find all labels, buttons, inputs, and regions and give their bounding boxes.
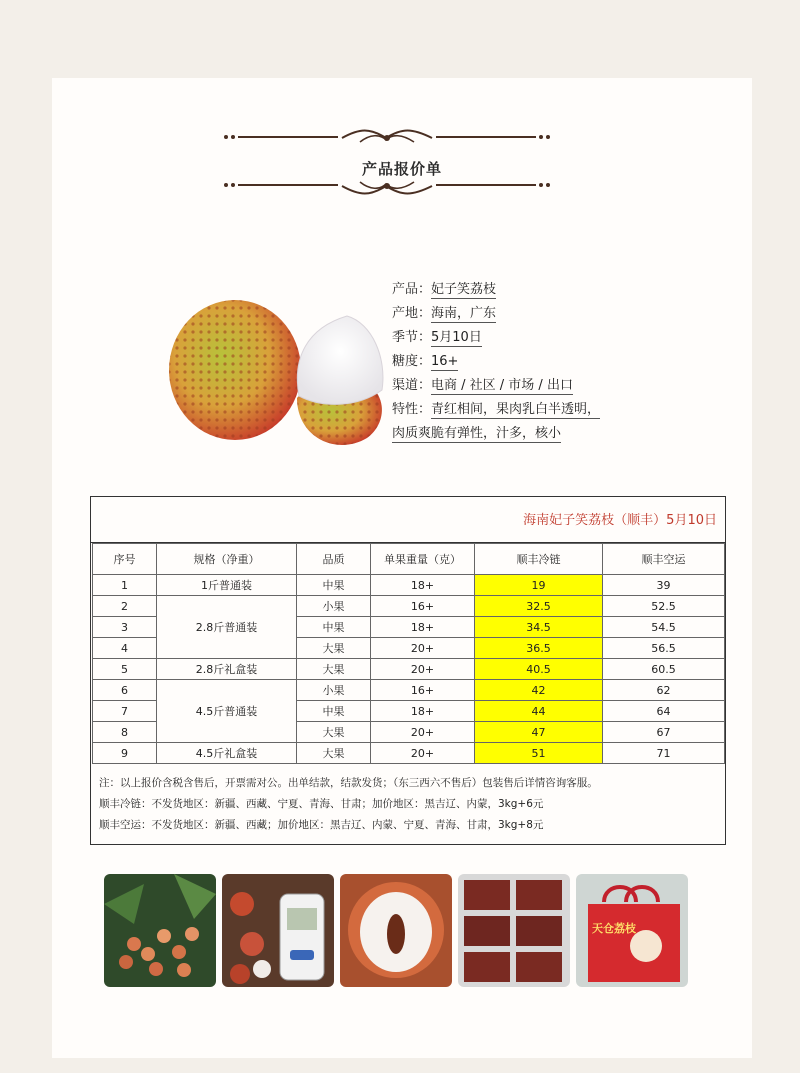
table-row (93, 743, 725, 764)
column-header: 序号 (93, 544, 157, 575)
info-value: 妃子笑荔枝 (431, 282, 497, 297)
info-key: 渠道： (392, 378, 432, 393)
info-value: 16+ (431, 354, 459, 369)
table-row (93, 596, 725, 617)
flourish-ornament (340, 128, 434, 148)
ornament-dot (231, 183, 235, 187)
top-rule-left (238, 136, 338, 138)
row-number: 4 (93, 638, 157, 659)
row-number: 8 (93, 722, 157, 743)
air-price: 56.5 (603, 638, 725, 659)
quality-cell: 大果 (297, 743, 371, 764)
cold-chain-price: 40.5 (475, 659, 603, 680)
column-header: 单果重量（克） (371, 544, 475, 575)
info-value: 青红相间，果肉乳白半透明， (431, 402, 601, 417)
quote-table-frame (90, 496, 726, 845)
row-number: 9 (93, 743, 157, 764)
air-price: 39 (603, 575, 725, 596)
cold-chain-price: 34.5 (475, 617, 603, 638)
air-price: 64 (603, 701, 725, 722)
ornament-dot (546, 135, 550, 139)
ornament-dot (224, 183, 228, 187)
table-notes (99, 773, 719, 836)
product-info-row (392, 304, 752, 328)
product-info (392, 280, 752, 448)
spec-cell: 4.5斤礼盒装 (157, 743, 297, 764)
quality-cell: 中果 (297, 617, 371, 638)
weight-cell: 18+ (371, 701, 475, 722)
quality-cell: 大果 (297, 659, 371, 680)
gift-bag-photo (576, 874, 688, 987)
info-key: 产品： (392, 282, 432, 297)
air-price: 71 (603, 743, 725, 764)
top-rule-right (436, 136, 536, 138)
cold-chain-price: 51 (475, 743, 603, 764)
quality-cell: 中果 (297, 575, 371, 596)
page-title: 产品报价单 (361, 160, 442, 178)
info-key: 糖度： (392, 354, 432, 369)
weight-cell: 16+ (371, 680, 475, 701)
ornament-dot (231, 135, 235, 139)
table-title: 海南妃子笑荔枝（顺丰）5月10日 (523, 513, 717, 528)
quality-cell: 大果 (297, 722, 371, 743)
column-header: 规格（净重） (157, 544, 297, 575)
note-line: 顺丰冷链：不发货地区：新疆、西藏、宁夏、青海、甘肃；加价地区：黑吉辽、内蒙，3kg+6元 (99, 798, 544, 810)
peeled-lychee-photo (340, 874, 452, 987)
table-row (93, 575, 725, 596)
weight-cell: 20+ (371, 722, 475, 743)
weight-cell: 18+ (371, 575, 475, 596)
quality-cell: 大果 (297, 638, 371, 659)
cold-chain-price: 44 (475, 701, 603, 722)
weight-cell: 20+ (371, 638, 475, 659)
table-title-bar (91, 497, 725, 543)
cold-chain-price: 47 (475, 722, 603, 743)
product-info-row (392, 424, 752, 448)
header (52, 128, 752, 208)
quality-cell: 小果 (297, 596, 371, 617)
lychee-product-image (157, 288, 387, 458)
ornament-dot (539, 135, 543, 139)
spec-cell: 1斤普通装 (157, 575, 297, 596)
flourish-ornament (340, 176, 434, 196)
product-info-row (392, 328, 752, 352)
lychee-boxes-photo (458, 874, 570, 987)
info-value: 电商 / 社区 / 市场 / 出口 (431, 378, 573, 393)
row-number: 5 (93, 659, 157, 680)
note-line: 注：以上报价含税含售后，开票需对公。出单结款，结款发货；（东三西六不售后）包装售后详情咨询客服。 (99, 777, 598, 789)
column-header: 品质 (297, 544, 371, 575)
cold-chain-price: 42 (475, 680, 603, 701)
row-number: 7 (93, 701, 157, 722)
product-info-row (392, 280, 752, 304)
table-row (93, 680, 725, 701)
product-info-row (392, 352, 752, 376)
quality-cell: 中果 (297, 701, 371, 722)
info-value: 5月10日 (431, 330, 482, 345)
gift-bag-label: 天仓荔枝 (592, 922, 636, 935)
column-header: 顺丰空运 (603, 544, 725, 575)
bottom-rule-right (436, 184, 536, 186)
ornament-dot (546, 183, 550, 187)
quote-table (92, 543, 725, 764)
spec-cell: 4.5斤普通装 (157, 680, 297, 743)
row-number: 1 (93, 575, 157, 596)
air-price: 52.5 (603, 596, 725, 617)
weight-cell: 20+ (371, 743, 475, 764)
price-sheet-page (52, 78, 752, 1058)
row-number: 3 (93, 617, 157, 638)
info-value: 肉质爽脆有弹性，汁多，核小 (392, 426, 562, 441)
row-number: 6 (93, 680, 157, 701)
bottom-rule-left (238, 184, 338, 186)
ornament-dot (539, 183, 543, 187)
photo-strip (104, 874, 744, 989)
product-info-row (392, 400, 752, 424)
note-line: 顺丰空运：不发货地区：新疆、西藏；加价地区：黑吉辽、内蒙、宁夏、青海、甘肃，3kg+8元 (99, 819, 544, 831)
info-key: 产地： (392, 306, 432, 321)
quality-cell: 小果 (297, 680, 371, 701)
weight-cell: 16+ (371, 596, 475, 617)
info-key: 季节： (392, 330, 432, 345)
air-price: 62 (603, 680, 725, 701)
cold-chain-price: 32.5 (475, 596, 603, 617)
table-row (93, 659, 725, 680)
table-header-row (93, 544, 725, 575)
spec-cell: 2.8斤普通装 (157, 596, 297, 659)
cold-chain-price: 19 (475, 575, 603, 596)
row-number: 2 (93, 596, 157, 617)
cold-chain-price: 36.5 (475, 638, 603, 659)
column-header: 顺丰冷链 (475, 544, 603, 575)
info-value: 海南，广东 (431, 306, 497, 321)
ornament-dot (224, 135, 228, 139)
brix-meter-photo (222, 874, 334, 987)
spec-cell: 2.8斤礼盒装 (157, 659, 297, 680)
info-key: 特性： (392, 402, 432, 417)
air-price: 54.5 (603, 617, 725, 638)
weight-cell: 18+ (371, 617, 475, 638)
air-price: 60.5 (603, 659, 725, 680)
weight-cell: 20+ (371, 659, 475, 680)
product-info-row (392, 376, 752, 400)
lychee-tree-photo (104, 874, 216, 987)
air-price: 67 (603, 722, 725, 743)
